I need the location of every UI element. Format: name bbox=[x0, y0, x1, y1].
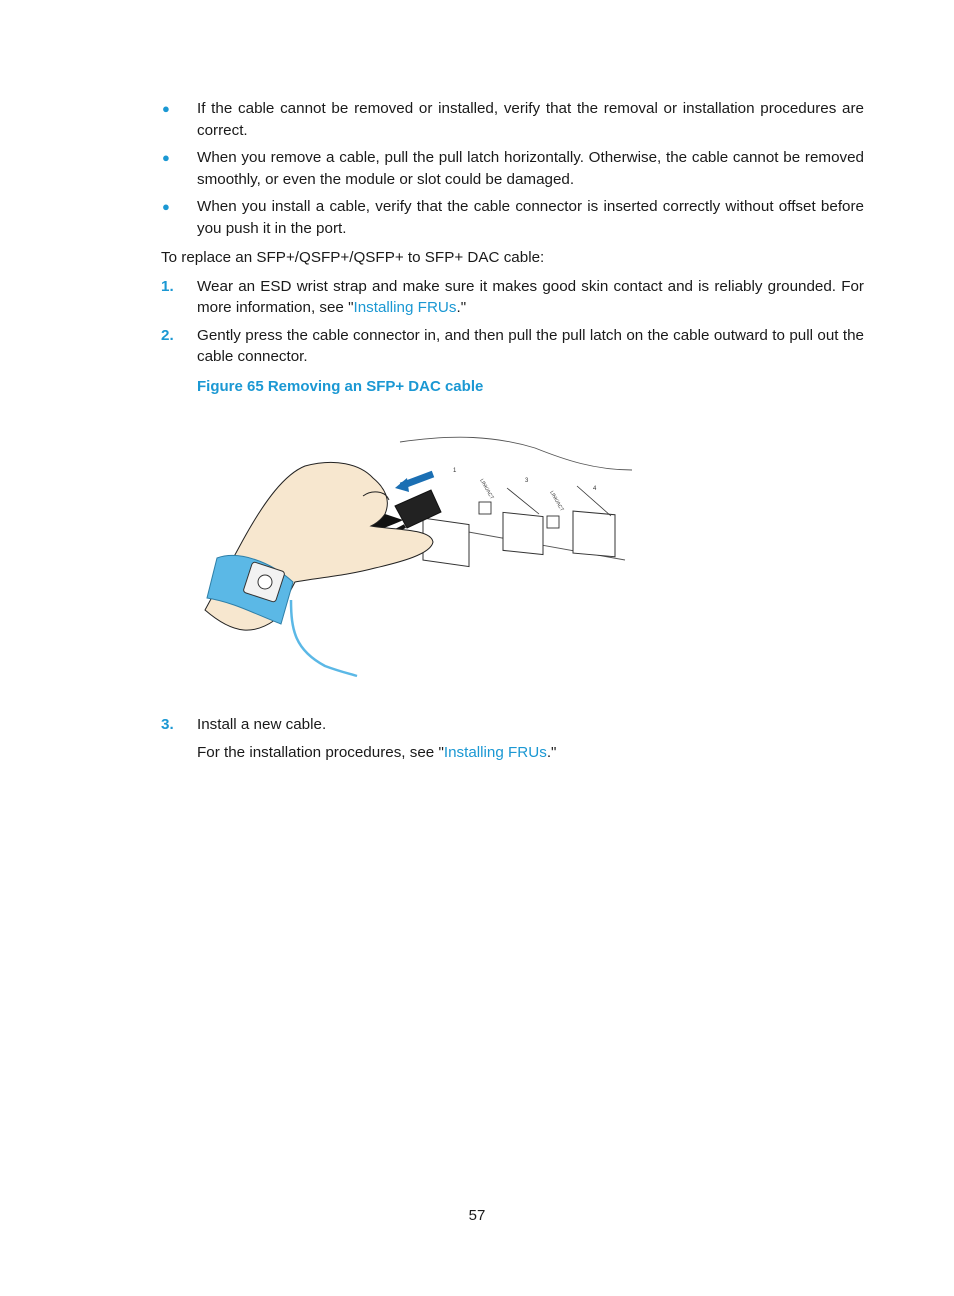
note-text-end: ." bbox=[546, 743, 557, 761]
bullet-text: When you remove a cable, pull the pull latch horizontally. Otherwise, the cable cannot be removed smoothly, or even the module or slot could be damaged. bbox=[197, 149, 864, 188]
step-3-note bbox=[161, 742, 864, 764]
installing-frus-link[interactable]: Installing FRUs bbox=[443, 743, 547, 761]
figure-illustration bbox=[195, 430, 640, 690]
port-label: 3 bbox=[525, 478, 529, 484]
lower-section bbox=[161, 714, 864, 763]
step-2 bbox=[161, 325, 864, 368]
port-label: 4 bbox=[593, 486, 597, 492]
bullet-icon: ● bbox=[162, 199, 170, 214]
figure-removing-dac-cable bbox=[195, 430, 640, 690]
bullet-text: If the cable cannot be removed or installed, verify that the removal or installation procedures are correct. bbox=[197, 100, 864, 139]
step-text: Install a new cable. bbox=[197, 716, 327, 733]
step-text-end: ." bbox=[456, 299, 467, 316]
figure-caption: Figure 65 Removing an SFP+ DAC cable bbox=[197, 377, 484, 395]
document-body bbox=[161, 98, 864, 397]
led-label: LINK/ACT bbox=[478, 478, 495, 501]
intro-paragraph: To replace an SFP+/QSFP+/QSFP+ to SFP+ DAC cable: bbox=[161, 249, 545, 266]
port-label: 1 bbox=[453, 468, 457, 474]
list-item bbox=[161, 98, 864, 141]
step-number: 1. bbox=[161, 277, 174, 295]
list-item bbox=[161, 147, 864, 190]
bullet-icon: ● bbox=[162, 150, 170, 165]
bullet-text: When you install a cable, verify that the cable connector is inserted correctly without offset before you push it in the port. bbox=[197, 198, 864, 237]
bullet-icon: ● bbox=[162, 101, 170, 116]
step-number: 2. bbox=[161, 326, 174, 344]
list-item bbox=[161, 196, 864, 239]
step-3 bbox=[161, 714, 864, 736]
led-label: LINK/ACT bbox=[548, 490, 565, 513]
step-text: Gently press the cable connector in, and then pull the pull latch on the cable outward to pull out the cable connector. bbox=[197, 326, 864, 365]
page-number: 57 bbox=[468, 1207, 486, 1224]
step-number: 3. bbox=[161, 716, 174, 733]
installing-frus-link[interactable]: Installing FRUs bbox=[353, 299, 457, 316]
note-text: For the installation procedures, see " bbox=[197, 743, 444, 761]
step-text: Wear an ESD wrist strap and make sure it makes good skin contact and is reliably grounded. For more information, see " bbox=[197, 277, 864, 316]
step-1 bbox=[161, 276, 864, 319]
